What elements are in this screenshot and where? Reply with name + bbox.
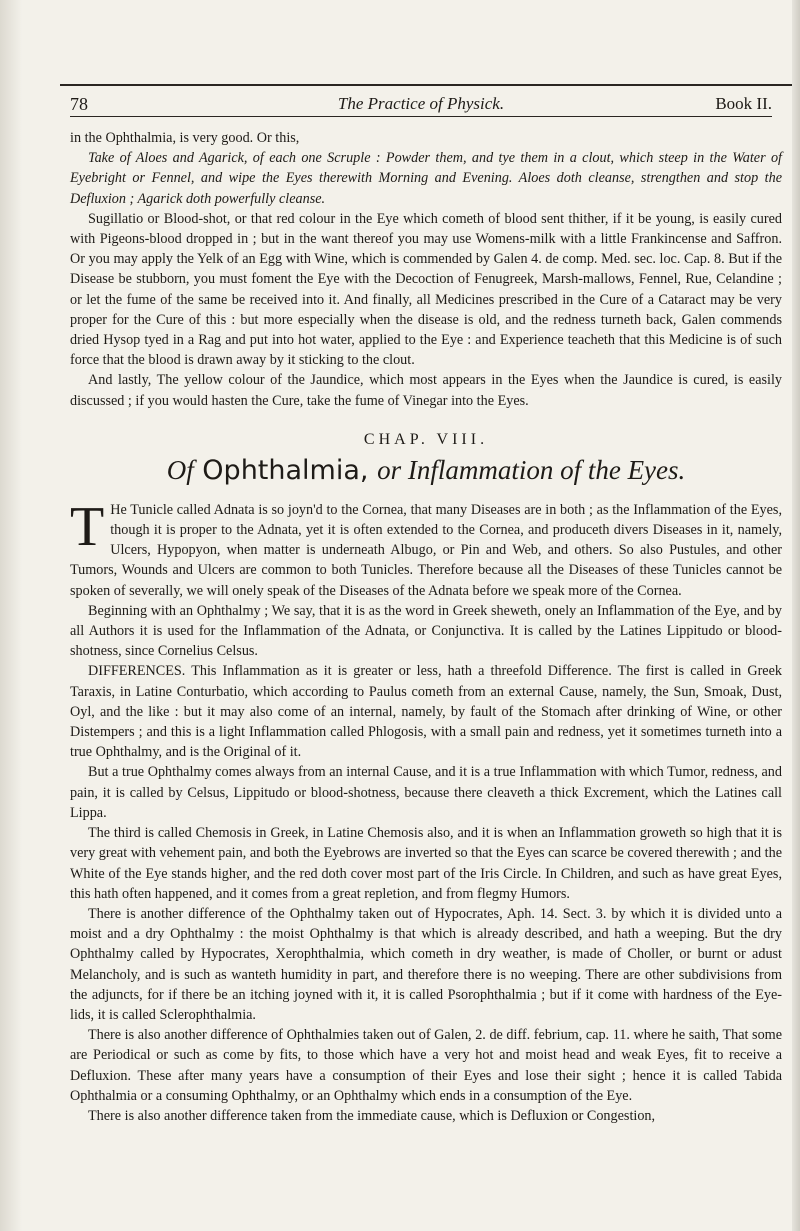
paragraph-jaundice: And lastly, The yellow colour of the Jaundice, which most appears in the Eyes when the Jaundice is cured, is easily discussed ; if you would hasten the Cure, take the fume of Vinegar into the Eyes. [70,372,782,409]
running-title: The Practice of Physick. [337,94,505,113]
chapter-title-main: Ophthalmia, [202,454,369,486]
chapter-number: CHAP. VIII. [363,430,489,448]
page-edge [792,0,800,1231]
paragraph-differences: DIFFERENCES. This Inflammation as it is greater or less, hath a threefold Difference. The first is called in Greek Taraxis, in Latine Conturbatio, which according to Paulus cometh from an external Cause, namely, the Sun, Smoak, Dust, Oyl, and the like : but it may also come of an internal, namely, by fault of the Stomach after drinking of Wine, or other Distempers ; and this is a light Inflammation called Phlogosis, with a small pain and redness, yet it sometimes turneth into a true Ophthalmy, and is the Original of it. [70,663,782,761]
paragraph-intro: in the Ophthalmia, is very good. Or this, [70,130,300,146]
paragraph-defluxion: There is also another difference taken from the immediate cause, which is Defluxion or Congestion, [88,1107,656,1124]
page-body [70,120,782,1126]
paragraph-periodical: There is also another difference of Ophthalmies taken out of Galen, 2. de diff. febrium, cap. 11. where he saith, That some are Periodical or such as come by fits, to those which have a very hot and moist head and weak Eyes, fit to receive a Defluxion. These after many years have a consumption of their Eyes and lose their sight ; hence it is called Tabida Ophthalmia or a consuming Ophthalmy, or an Ophthalmy which ends in a consumption of the Eye. [70,1027,782,1104]
book-label: Book II. [715,94,772,113]
drop-cap: T [70,495,105,558]
paragraph-sugillatio: Sugillatio or Blood-shot, or that red colour in the Eye which cometh of blood sent thither, if it be young, is easily cured with Pigeons-blood dropped in ; but in the want thereof you may use Womens-milk with a little Frankincense and Saffron. Or you may apply the Yelk of an Egg with Wine, which is commended by Galen 4. de comp. Med. sec. loc. Cap. 8. But if the Disease be stubborn, you must foment the Eye with the Decoction of Fenugreek, Marsh-mallows, Fennel, Rue, Celandine ; or let the fume of the same be received into it. And finally, all Medicines prescribed in the Cure of a Cataract may be very proper for the Cure of this : but more especially when the disease is old, and the redness turneth back, Galen commends dried Hysop tyed in a Rag and put into hot water, applied to the Eye : and Experience teacheth that this Medicine is of such force that the blood is drawn away by it sticking to the clout. [70,210,782,369]
paragraph-beginning: Beginning with an Ophthalmy ; We say, that it is as the word in Greek sheweth, onely an Inflammation of the Eye, and by all Authors it is used for the Inflammation of the Adnata, or Conjunctiva. It is called by the Latines Lippitudo or blood-shotness, since Cornelius Celsus. [70,602,782,660]
header-rule [70,116,772,117]
paragraph-tunicle [70,495,782,601]
paragraph-true-ophthalmy: But a true Ophthalmy comes always from an internal Cause, and it is a true Inflammation with which Tumor, redness, and pain, it is called by Celsus, Lippitudo or blood-shotness, because there cleaveth a thick Excrement, which the Latines call Lippa. [70,764,782,821]
paragraph-chemosis: The third is called Chemosis in Greek, in Latine Chemosis also, and it is when an Inflammation groweth so high that it is very great with vehement pain, and both the Eyebrows are inverted so that the Eyes can scarce be covered therewith ; and the White of the Eye stands higher, and the red doth cover most part of the Iris Circle. In Children, and such as have great Eyes, this hath often happened, and it comes from a great repletion, and from flegmy Humors. [70,825,782,902]
page-gutter-shadow [0,0,22,1231]
top-rule [60,84,792,86]
chapter-title [70,455,782,486]
paragraph-dry-ophthalmy: There is another difference of the Ophthalmy taken out of Hypocrates, Aph. 14. Sect. 3. by which it is divided unto a moist and a dry Ophthalmy : the moist Ophthalmy is that which is already described, and hath a weeping. But the dry Ophthalmy called by Hypocrates, Xerophthalmia, which cometh in dry weather, is made of Choller, or burnt or adust Melancholy, and is such as wanteth humidity in part, and therefore there is no weeping. There are other subdivisions from the adjuncts, for if there be an itching joyned with it, it is called Psorophthalmia ; but if it come with hardness of the Eye-lids, it is called Sclerophthalmia. [70,905,782,1023]
paragraph-tunicle-text: He Tunicle called Adnata is so joyn'd to the Cornea, that many Diseases are in both ; as the Inflammation of the Eyes, though it is proper to the Adnata, yet it is often extended to the Cornea, and produceth divers Diseases in it, namely, Ulcers, Hypopyon, when matter is underneath Albugo, or Pin and Web, and others. So also Pustules, and other Tumors, Wounds and Ulcers are common to both Tunicles. Therefore because all the Diseases of these Tunicles cannot be spoken of severally, we will onely speak of the Diseases of the Adnata before we speak more of the Cornea. [70,501,782,599]
chapter-title-suffix: or Inflammation of the Eyes. [377,454,686,485]
page-header [70,88,772,118]
paragraph-recipe: Take of Aloes and Agarick, of each one Scruple : Powder them, and tye them in a clout, which steep in the Water of Eyebright or Fennel, and wipe the Eyes therewith Morning and Evening. Aloes doth cleanse, strengthen and stop the Defluxion ; Agarick doth powerfully cleanse. [70,150,782,207]
page-number: 78 [70,94,88,114]
chapter-title-prefix: Of [166,454,194,485]
